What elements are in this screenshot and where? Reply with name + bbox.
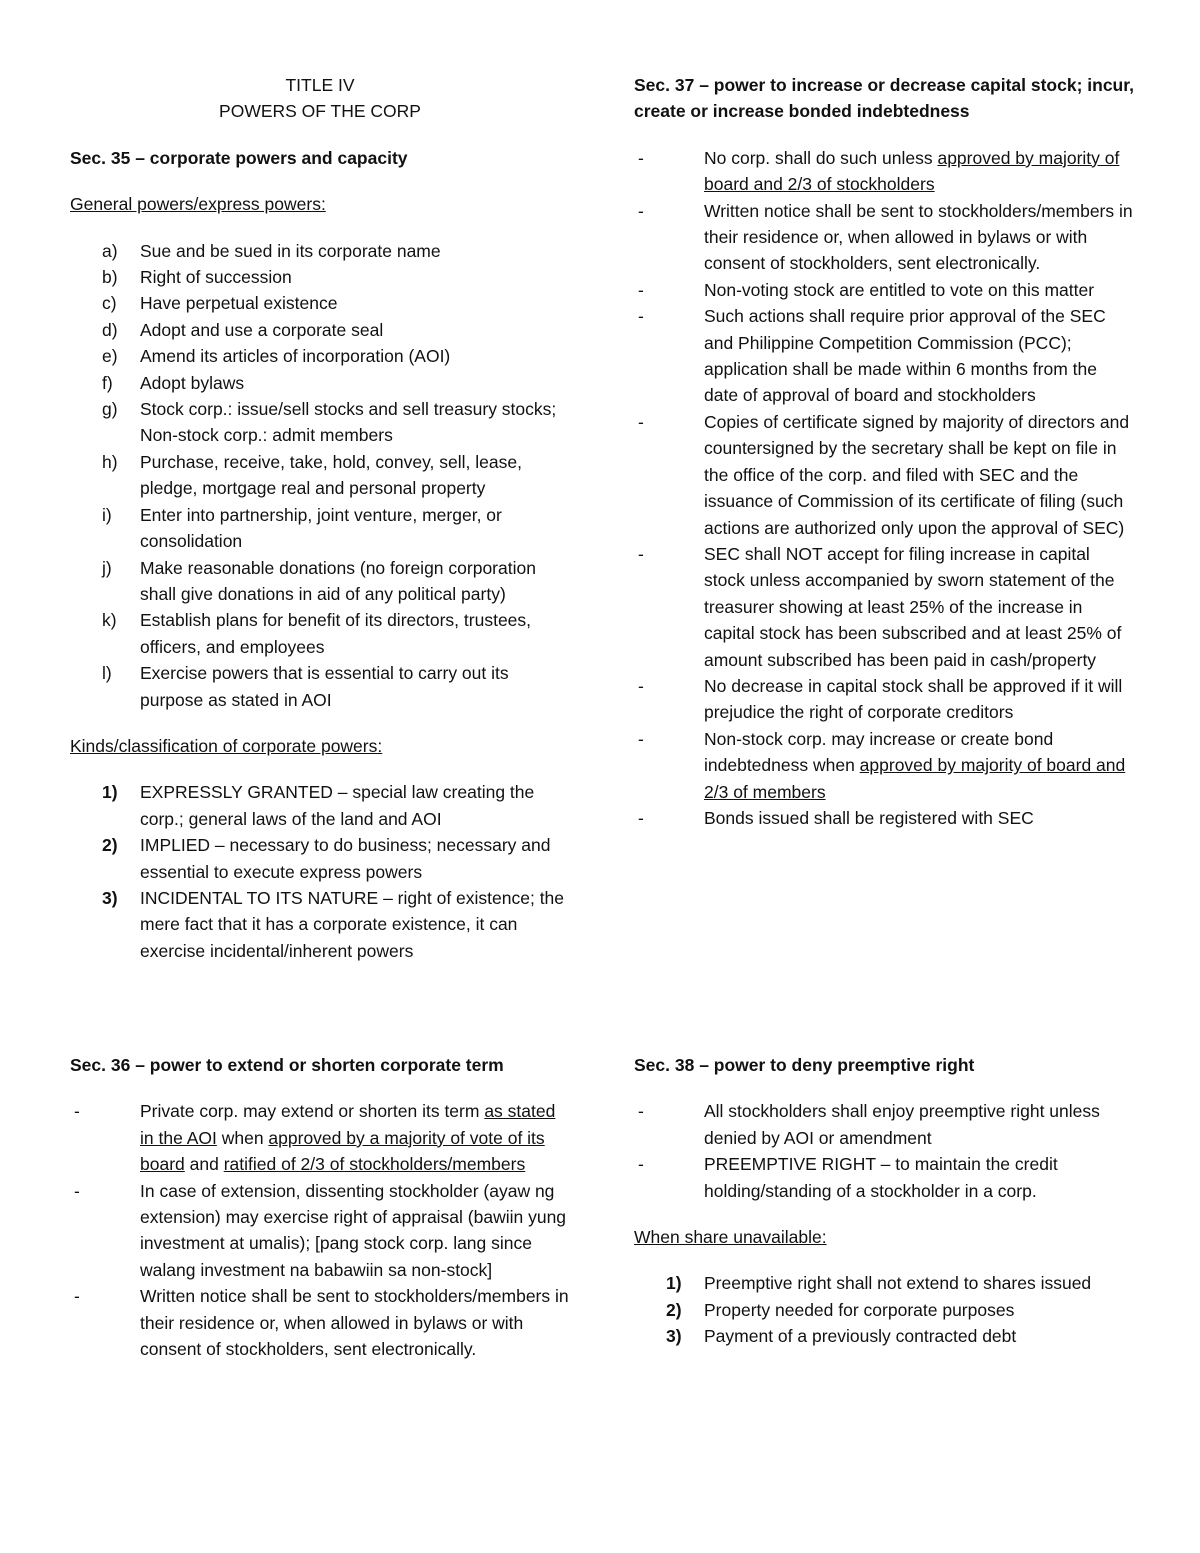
list-item: [70, 290, 570, 316]
list-item: [70, 502, 570, 555]
list-item-text: Amend its articles of incorporation (AOI): [140, 346, 451, 367]
list-item-text: EXPRESSLY GRANTED – special law creating the corp.; general laws of the land and AOI: [140, 782, 535, 829]
list-item-text: Exercise powers that is essential to carry out its purpose as stated in AOI: [140, 663, 509, 710]
sec38-list: [634, 1098, 1134, 1204]
list-item: [70, 832, 570, 885]
list-item-text: In case of extension, dissenting stockholder (ayaw ng extension) may exercise right of appraisal (bawiin yung investment at umalis); [pang stock corp. lang since walang investment na babawiin sa non-stock]: [140, 1180, 567, 1280]
list-item-text: Payment of a previously contracted debt: [704, 1326, 1017, 1347]
list-item-text: Have perpetual existence: [140, 293, 338, 314]
list-item: [634, 1151, 1134, 1204]
list-item-text: Written notice shall be sent to stockholders/members in their residence or, when allowed in bylaws or with consent of stockholders, sent electronically.: [704, 200, 1133, 274]
list-item-text: IMPLIED – necessary to do business; necessary and essential to execute express powers: [140, 835, 551, 882]
dash-marker: -: [638, 543, 644, 564]
list-marker: g): [102, 399, 118, 420]
kinds-list: [70, 779, 570, 964]
title-line-1: TITLE IV: [285, 75, 355, 95]
list-item-text: Right of succession: [140, 267, 292, 288]
list-item: [70, 396, 570, 449]
list-marker: 1): [666, 1273, 682, 1294]
list-item: [70, 1178, 570, 1284]
list-item: [634, 1323, 1134, 1349]
list-item: [634, 805, 1134, 831]
list-marker: a): [102, 240, 118, 261]
unavailable-list: [634, 1270, 1134, 1349]
list-item-text: Adopt and use a corporate seal: [140, 319, 384, 340]
list-item: [70, 607, 570, 660]
kinds-heading: Kinds/classification of corporate powers:: [70, 735, 383, 756]
dash-marker: -: [638, 306, 644, 327]
sec36-heading: Sec. 36 – power to extend or shorten corporate term: [70, 1055, 504, 1075]
dash-marker: -: [638, 807, 644, 828]
dash-marker: -: [638, 411, 644, 432]
spacer: [634, 1078, 1134, 1098]
spacer: [70, 759, 570, 779]
right-column: [634, 72, 1139, 831]
list-item: [70, 264, 570, 290]
list-item-text: All stockholders shall enjoy preemptive right unless denied by AOI or amendment: [704, 1101, 1100, 1148]
list-item-text: Enter into partnership, joint venture, merger, or consolidation: [140, 504, 502, 552]
list-item: [70, 660, 570, 713]
list-item-text: Copies of certificate signed by majority of directors and countersigned by the secretary shall be kept on file in the office of the corp. and filed with SEC and the issuance of Commission of its certificate of filing (such actions are authorized only upon the approval of SEC): [704, 411, 1130, 538]
text-segment: Private corp. may extend or shorten its term: [140, 1101, 485, 1122]
sec35-heading: Sec. 35 – corporate powers and capacity: [70, 147, 408, 168]
sec38-block: [634, 1052, 1134, 1350]
dash-marker: -: [74, 1180, 80, 1201]
underlined-segment: approved by majority of board and 2/3 of stockholders: [704, 147, 1120, 195]
list-item: [634, 541, 1134, 673]
list-marker: e): [102, 346, 118, 367]
dash-marker: -: [638, 675, 644, 696]
sec36-block: [70, 1052, 570, 1362]
title-line-2: POWERS OF THE CORP: [219, 101, 421, 122]
underlined-segment: approved by majority of board and 2/3 of members: [704, 755, 1126, 802]
list-item-text: Stock corp.: issue/sell stocks and sell treasury stocks; Non-stock corp.: admit members: [140, 399, 557, 446]
text-segment: and: [184, 1154, 224, 1175]
text-segment: No corp. shall do such unless: [704, 147, 938, 168]
underlined-segment: approved by a majority of vote of its board: [140, 1127, 545, 1175]
dash-marker: -: [638, 728, 644, 749]
when-share-unavailable-heading: When share unavailable:: [634, 1227, 827, 1248]
list-item-text: Preemptive right shall not extend to shares issued: [704, 1273, 1092, 1294]
list-item-text: INCIDENTAL TO ITS NATURE – right of existence; the mere fact that it has a corporate existence, it can exercise incidental/inherent powers: [140, 887, 565, 961]
sec37-list: [634, 145, 1134, 832]
dash-marker: -: [638, 200, 644, 221]
list-marker: 1): [102, 782, 118, 803]
list-item: [634, 673, 1134, 726]
list-marker: 3): [102, 887, 118, 908]
list-item-text: Written notice shall be sent to stockholders/members in their residence or, when allowed in bylaws or with consent of stockholders, sent electronically.: [140, 1286, 569, 1360]
list-item-text: Make reasonable donations (no foreign corporation shall give donations in aid of any political party): [140, 557, 536, 604]
list-item: [634, 1297, 1134, 1323]
dash-marker: -: [638, 147, 644, 168]
list-item: [70, 1098, 570, 1177]
dash-marker: -: [74, 1286, 80, 1307]
spacer: [70, 218, 570, 238]
list-item-text: Establish plans for benefit of its directors, trustees, officers, and employees: [140, 610, 532, 657]
sec37-heading: Sec. 37 – power to increase or decrease capital stock; incur, create or increase bonded indebtedness: [634, 75, 1139, 122]
list-item: [70, 317, 570, 343]
dash-marker: -: [638, 279, 644, 300]
list-item-text: Purchase, receive, take, hold, convey, sell, lease, pledge, mortgage real and personal property: [140, 451, 522, 499]
list-item-text: Property needed for corporate purposes: [704, 1299, 1015, 1320]
list-marker: b): [102, 267, 118, 288]
list-item: [634, 145, 1134, 198]
spacer: [634, 1204, 1134, 1224]
list-marker: 2): [102, 835, 118, 856]
list-marker: j): [102, 557, 112, 578]
underlined-segment: as stated in the AOI: [140, 1101, 556, 1148]
list-item-text: Such actions shall require prior approval of the SEC and Philippine Competition Commission (PCC); application shall be made within 6 months from the date of approval of board and stockholders: [704, 306, 1106, 406]
list-item: [634, 277, 1134, 303]
list-item: [70, 238, 570, 264]
list-item-text: Bonds issued shall be registered with SEC: [704, 807, 1034, 828]
spacer: [70, 171, 570, 191]
list-marker: h): [102, 451, 118, 472]
spacer: [70, 1078, 570, 1098]
spacer: [634, 1250, 1134, 1270]
list-item: [70, 343, 570, 369]
list-item: [70, 555, 570, 608]
list-item: [70, 1283, 570, 1362]
dash-marker: -: [74, 1101, 80, 1122]
text-segment: Non-stock corp. may increase or create bond indebtedness when: [704, 728, 1054, 776]
dash-marker: -: [638, 1154, 644, 1175]
general-powers-list: [70, 238, 570, 713]
list-marker: 2): [666, 1299, 682, 1320]
list-item: [70, 885, 570, 964]
text-segment: when: [216, 1127, 269, 1148]
list-item-text: PREEMPTIVE RIGHT – to maintain the credit holding/standing of a stockholder in a corp.: [704, 1154, 1058, 1201]
list-marker: k): [102, 610, 117, 631]
list-marker: 3): [666, 1326, 682, 1347]
sec38-heading: Sec. 38 – power to deny preemptive right: [634, 1055, 975, 1075]
list-item: [70, 449, 570, 502]
list-item: [634, 726, 1134, 805]
list-marker: f): [102, 372, 113, 393]
list-marker: c): [102, 293, 117, 314]
list-item: [634, 303, 1134, 409]
list-item: [634, 198, 1134, 277]
list-item: [70, 779, 570, 832]
list-item-text: Non-voting stock are entitled to vote on this matter: [704, 279, 1095, 300]
dash-marker: -: [638, 1101, 644, 1122]
list-item-text: Adopt bylaws: [140, 372, 245, 393]
spacer: [70, 713, 570, 733]
list-marker: l): [102, 663, 112, 684]
spacer: [634, 125, 1134, 145]
list-item-text: Sue and be sued in its corporate name: [140, 240, 441, 261]
general-powers-heading: General powers/express powers:: [70, 194, 326, 215]
sec36-list: [70, 1098, 570, 1362]
underlined-segment: ratified of 2/3 of stockholders/members: [223, 1154, 526, 1175]
list-marker: d): [102, 319, 118, 340]
list-item-text: SEC shall NOT accept for filing increase in capital stock unless accompanied by sworn statement of the treasurer showing at least 25% of the increase in capital stock has been subscribed and at least 25% of amount subscribed has been paid in cash/property: [704, 543, 1122, 670]
left-column: [70, 72, 570, 964]
list-item: [634, 1270, 1134, 1296]
list-marker: i): [102, 504, 112, 525]
list-item: [634, 1098, 1134, 1151]
list-item-text: No decrease in capital stock shall be approved if it will prejudice the right of corporate creditors: [704, 675, 1123, 723]
list-item: [634, 409, 1134, 541]
list-item: [70, 370, 570, 396]
spacer: [70, 125, 570, 145]
